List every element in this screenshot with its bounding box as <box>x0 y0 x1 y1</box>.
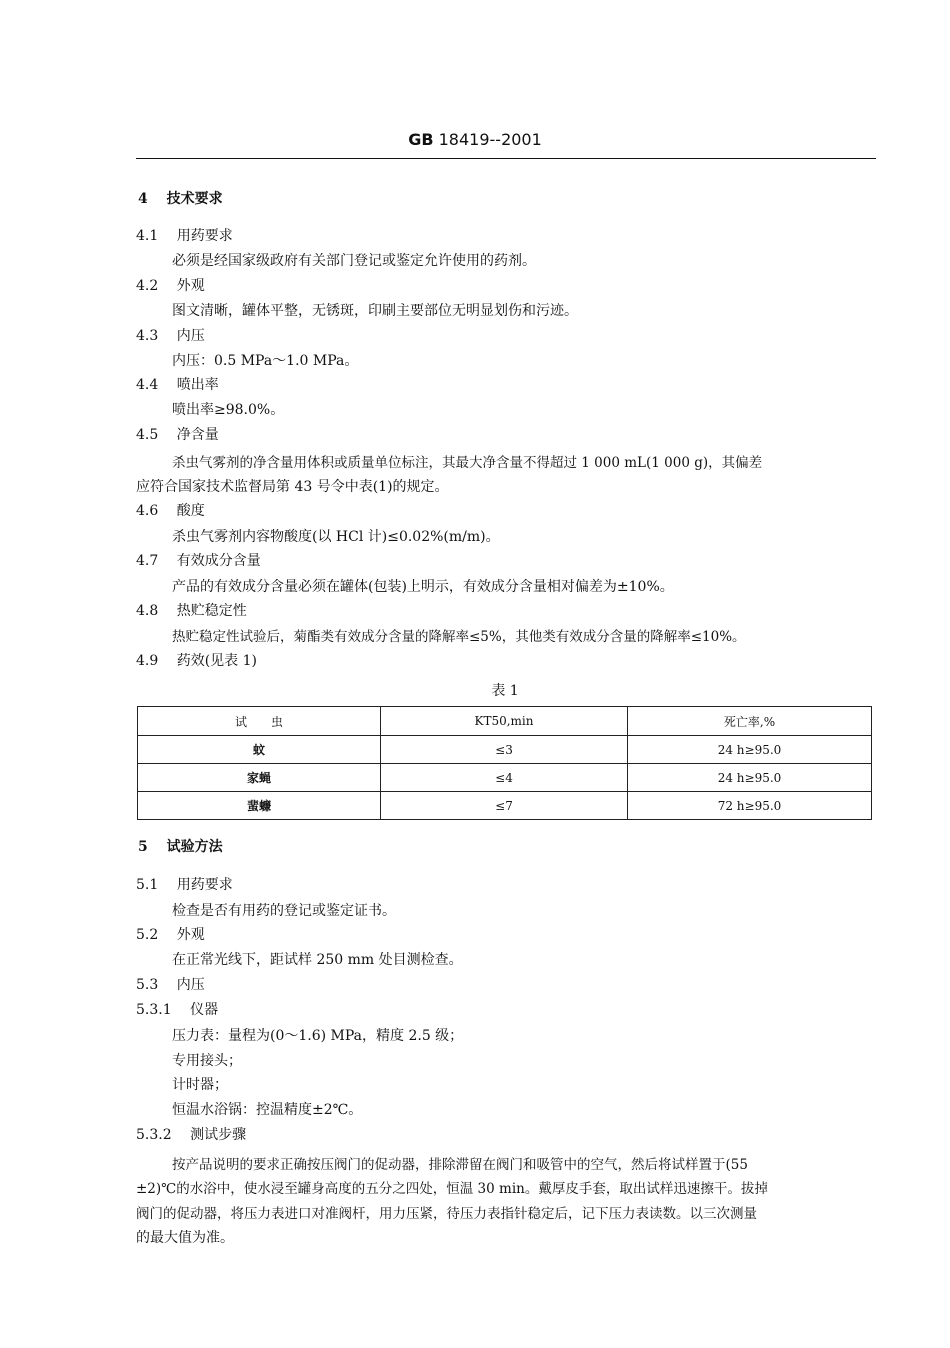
section-number: 4.3 <box>136 328 159 344</box>
section-5-3-2-body-line-1: 按产品说明的要求正确按压阀门的促动器，排除滞留在阀门和吸管中的空气，然后将试样置于(55 <box>172 1157 748 1173</box>
section-number: 5 <box>138 839 148 855</box>
section-5-2-body: 在正常光线下，距试样 250 mm 处目测检查。 <box>172 952 463 968</box>
section-title: 有效成分含量 <box>176 553 261 569</box>
section-title: 喷出率 <box>176 377 219 393</box>
insect-cell: 蜚蠊 <box>138 792 381 820</box>
section-title: 热贮稳定性 <box>176 603 247 619</box>
insect-cell: 蚊 <box>138 736 381 764</box>
section-title: 内压 <box>176 977 205 993</box>
table-row <box>138 792 872 820</box>
standard-prefix: GB <box>408 130 434 149</box>
section-number: 5.2 <box>136 927 159 943</box>
instrument-item: 计时器； <box>172 1077 228 1093</box>
section-4-heading <box>138 190 223 208</box>
section-4-8-heading <box>136 602 247 620</box>
efficacy-table <box>137 706 872 820</box>
section-number: 5.3.2 <box>136 1127 172 1143</box>
instrument-item: 专用接头； <box>172 1053 242 1069</box>
section-4-1-body: 必须是经国家级政府有关部门登记或鉴定允许使用的药剂。 <box>172 253 536 269</box>
section-4-7-body: 产品的有效成分含量必须在罐体(包装)上明示，有效成分含量相对偏差为±10%。 <box>172 579 674 595</box>
table-row <box>138 736 872 764</box>
section-number: 5.1 <box>136 877 159 893</box>
section-number: 4 <box>138 191 148 207</box>
insect-cell: 家蝇 <box>138 764 381 792</box>
section-4-9-heading <box>136 652 257 670</box>
kt50-cell: ≤4 <box>381 764 628 792</box>
section-4-1-heading <box>136 227 233 245</box>
section-5-heading <box>138 838 223 856</box>
section-title: 外观 <box>176 278 205 294</box>
document-header <box>0 130 950 149</box>
section-title: 药效(见表 1) <box>176 653 257 669</box>
section-4-6-heading <box>136 502 205 520</box>
section-5-3-1-heading <box>136 1001 218 1019</box>
section-title: 仪器 <box>190 1002 219 1018</box>
section-5-3-2-body-line-4: 的最大值为准。 <box>136 1230 234 1246</box>
section-4-8-body: 热贮稳定性试验后，菊酯类有效成分含量的降解率≤5%，其他类有效成分含量的降解率≤10%。 <box>172 629 746 645</box>
section-title: 技术要求 <box>166 191 223 207</box>
section-4-2-heading <box>136 277 205 295</box>
section-4-3-heading <box>136 327 205 345</box>
section-5-3-2-heading <box>136 1126 246 1144</box>
section-5-3-heading <box>136 976 205 994</box>
mortality-cell: 24 h≥95.0 <box>628 736 872 764</box>
section-4-4-heading <box>136 376 219 394</box>
instrument-item: 压力表：量程为(0～1.6) MPa，精度 2.5 级； <box>172 1028 464 1044</box>
kt50-cell: ≤3 <box>381 736 628 764</box>
section-title: 试验方法 <box>166 839 223 855</box>
header-rule <box>136 158 876 159</box>
section-5-1-body: 检查是否有用药的登记或鉴定证书。 <box>172 903 396 919</box>
section-title: 用药要求 <box>176 877 233 893</box>
section-4-5-body-line-2: 应符合国家技术监督局第 43 号令中表(1)的规定。 <box>136 479 449 495</box>
column-header-mortality: 死亡率,% <box>628 707 872 736</box>
section-4-6-body: 杀虫气雾剂内容物酸度(以 HCl 计)≤0.02%(m/m)。 <box>172 529 500 545</box>
section-number: 5.3.1 <box>136 1002 172 1018</box>
section-number: 4.1 <box>136 228 159 244</box>
section-4-4-body: 喷出率≥98.0%。 <box>172 402 285 418</box>
section-title: 用药要求 <box>176 228 233 244</box>
mortality-cell: 72 h≥95.0 <box>628 792 872 820</box>
table-header-row <box>138 707 872 736</box>
section-5-2-heading <box>136 926 205 944</box>
section-number: 4.8 <box>136 603 159 619</box>
table-1-caption: 表 1 <box>491 683 519 699</box>
section-number: 4.7 <box>136 553 159 569</box>
section-5-3-2-body-line-3: 阀门的促动器，将压力表进口对准阀杆，用力压紧，待压力表指针稳定后，记下压力表读数。以三次测量 <box>136 1206 757 1222</box>
table-row <box>138 764 872 792</box>
section-5-3-2-body-line-2: ±2)℃的水浴中，使水浸至罐身高度的五分之四处，恒温 30 min。戴厚皮手套，取出试样迅速擦干。拔掉 <box>136 1181 768 1197</box>
column-header-insect: 试 虫 <box>138 707 381 736</box>
section-5-1-heading <box>136 876 233 894</box>
instrument-item: 恒温水浴锅：控温精度±2℃。 <box>172 1102 363 1118</box>
column-header-kt50: KT50,min <box>381 707 628 736</box>
section-number: 4.6 <box>136 503 159 519</box>
section-title: 净含量 <box>176 427 219 443</box>
section-number: 4.2 <box>136 278 159 294</box>
mortality-cell: 24 h≥95.0 <box>628 764 872 792</box>
kt50-cell: ≤7 <box>381 792 628 820</box>
section-number: 4.9 <box>136 653 159 669</box>
section-title: 内压 <box>176 328 205 344</box>
section-number: 4.4 <box>136 377 159 393</box>
section-number: 5.3 <box>136 977 159 993</box>
standard-number: 18419--2001 <box>438 130 542 149</box>
section-4-3-body: 内压：0.5 MPa～1.0 MPa。 <box>172 353 359 369</box>
section-4-5-heading <box>136 426 219 444</box>
section-title: 酸度 <box>176 503 205 519</box>
section-title: 外观 <box>176 927 205 943</box>
section-4-2-body: 图文清晰，罐体平整，无锈斑，印刷主要部位无明显划伤和污迹。 <box>172 303 578 319</box>
section-4-5-body-line-1: 杀虫气雾剂的净含量用体积或质量单位标注，其最大净含量不得超过 1 000 mL(1 000 g)，其偏差 <box>172 455 763 471</box>
section-4-7-heading <box>136 552 261 570</box>
section-number: 4.5 <box>136 427 159 443</box>
section-title: 测试步骤 <box>190 1127 247 1143</box>
